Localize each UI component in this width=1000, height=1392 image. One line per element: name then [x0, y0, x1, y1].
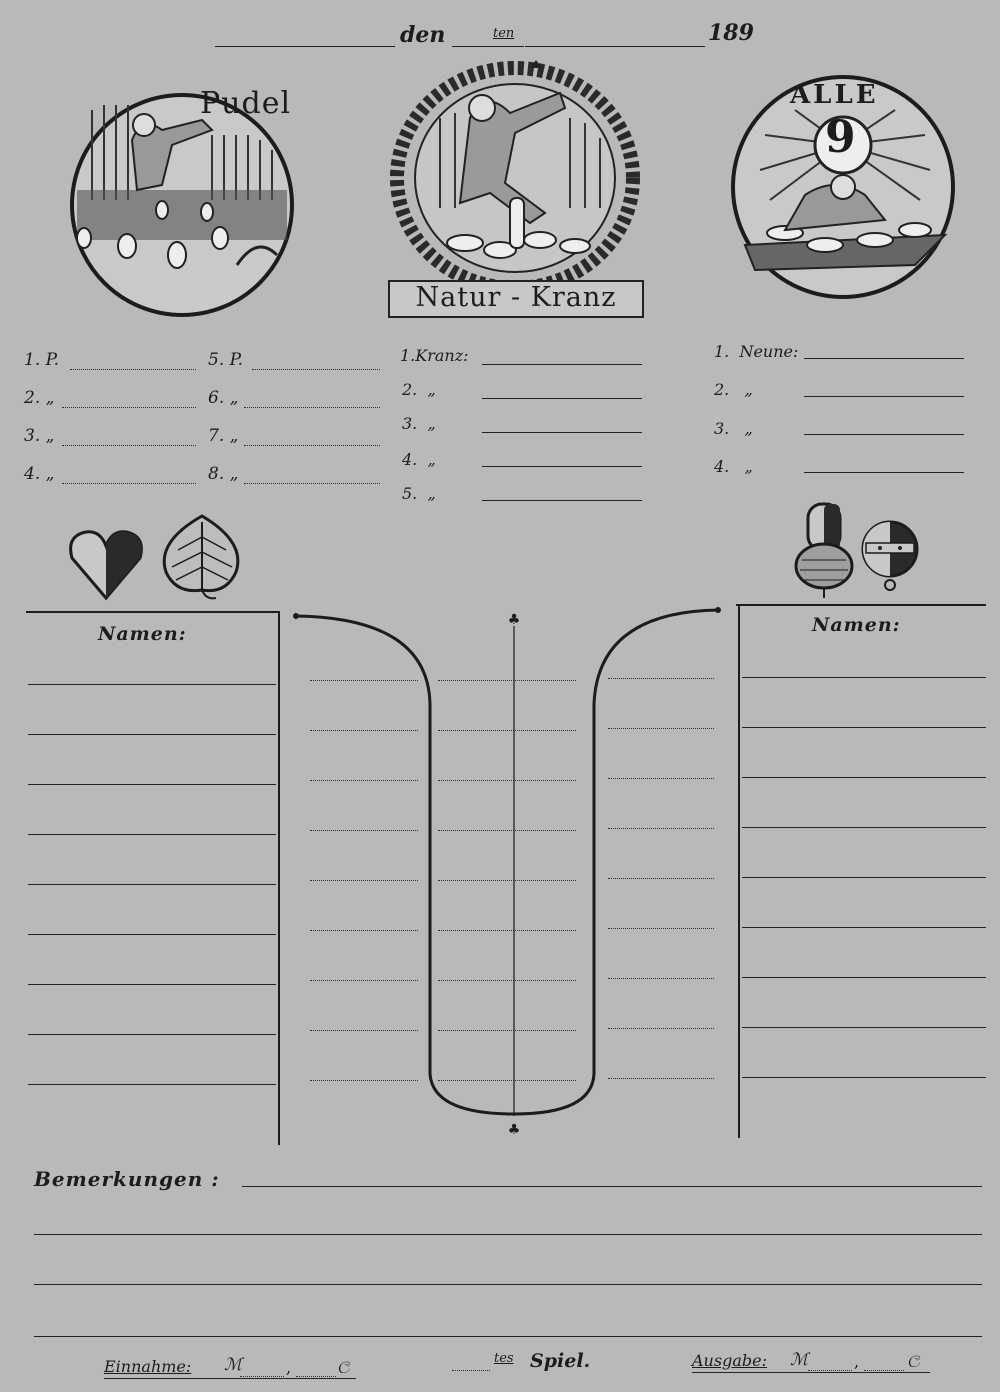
kranz-emblem	[380, 58, 650, 318]
pudel-entry-field[interactable]	[244, 407, 380, 408]
spiel-number-field[interactable]	[452, 1370, 490, 1371]
score-line-left-outer[interactable]	[310, 1030, 418, 1031]
score-line-left-outer[interactable]	[310, 830, 418, 831]
score-line-center[interactable]	[438, 680, 576, 681]
name-line-right[interactable]	[742, 927, 986, 928]
svg-text:♣: ♣	[507, 612, 521, 628]
pudel-entry-field[interactable]	[70, 369, 196, 370]
name-line-left[interactable]	[28, 984, 276, 985]
ausgabe-label: Ausgabe:	[692, 1351, 767, 1370]
spiel-tes: tes	[494, 1351, 514, 1366]
name-line-right[interactable]	[742, 1077, 986, 1078]
kranz-entry-label: 2. „	[402, 380, 436, 399]
names-left-divider	[278, 611, 280, 1145]
score-line-center[interactable]	[438, 880, 576, 881]
ausgabe-pf: ල	[908, 1348, 921, 1367]
spiel-label: Spiel.	[530, 1350, 591, 1372]
remarks-line[interactable]	[34, 1234, 982, 1235]
neune-entry-field[interactable]	[804, 472, 964, 473]
alle-title: ALLE	[790, 80, 879, 110]
score-line-right-outer[interactable]	[608, 678, 714, 679]
kranz-entry-field[interactable]	[482, 364, 642, 365]
name-line-left[interactable]	[28, 834, 276, 835]
name-line-right[interactable]	[742, 727, 986, 728]
ausgabe-pf-field[interactable]	[864, 1370, 904, 1371]
leaf-icon	[156, 512, 248, 604]
pudel-entry-label: 7. „	[208, 426, 239, 446]
ausgabe-underline	[692, 1372, 930, 1373]
neune-entry-label: 1. Neune:	[714, 342, 799, 361]
pudel-entry-label: 6. „	[208, 388, 239, 408]
score-line-right-outer[interactable]	[608, 828, 714, 829]
kranz-banner	[388, 280, 644, 318]
pudel-entry-label: 2. „	[24, 388, 55, 408]
den-label: den	[400, 22, 446, 48]
score-line-right-outer[interactable]	[608, 778, 714, 779]
pudel-entry-field[interactable]	[62, 407, 196, 408]
name-line-left[interactable]	[28, 684, 276, 685]
kranz-entry-label: 3. „	[402, 414, 436, 433]
kranz-entry-label: 4. „	[402, 450, 436, 469]
score-line-right-outer[interactable]	[608, 878, 714, 879]
name-line-left[interactable]	[28, 934, 276, 935]
names-right-header: Namen:	[812, 614, 901, 636]
day-ordinal-field[interactable]	[452, 46, 524, 47]
names-right-top-rule	[736, 604, 986, 606]
remarks-line[interactable]	[242, 1186, 982, 1187]
names-right-divider	[738, 604, 740, 1138]
score-line-center[interactable]	[438, 830, 576, 831]
bell-icon	[860, 515, 920, 595]
alle-number: 9	[825, 112, 856, 163]
score-line-left-outer[interactable]	[310, 880, 418, 881]
names-left-header: Namen:	[98, 623, 187, 645]
pudel-title: Pudel	[200, 86, 292, 121]
pudel-entry-field[interactable]	[62, 483, 196, 484]
pudel-entry-field[interactable]	[62, 445, 196, 446]
kranz-entry-label: 5. „	[402, 484, 436, 503]
einnahme-underline	[104, 1378, 356, 1379]
score-line-center[interactable]	[438, 780, 576, 781]
kranz-entry-field[interactable]	[482, 398, 642, 399]
score-line-left-outer[interactable]	[310, 780, 418, 781]
pudel-entry-field[interactable]	[244, 483, 380, 484]
score-line-left-outer[interactable]	[310, 730, 418, 731]
score-line-right-outer[interactable]	[608, 728, 714, 729]
name-line-left[interactable]	[28, 1084, 276, 1085]
einnahme-pf: ල	[338, 1354, 351, 1373]
kranz-entry-field[interactable]	[482, 432, 642, 433]
name-line-left[interactable]	[28, 734, 276, 735]
remarks-line[interactable]	[34, 1284, 982, 1285]
pudel-entry-field[interactable]	[244, 445, 380, 446]
score-line-left-outer[interactable]	[310, 980, 418, 981]
einnahme-mark: ℳ	[224, 1355, 243, 1375]
ausgabe-comma: ,	[854, 1352, 860, 1371]
pudel-entry-label: 5. P.	[208, 350, 244, 370]
score-line-center[interactable]	[438, 730, 576, 731]
name-line-right[interactable]	[742, 827, 986, 828]
score-line-center[interactable]	[438, 1030, 576, 1031]
month-field[interactable]	[525, 46, 705, 47]
score-line-left-outer[interactable]	[310, 1080, 418, 1081]
name-line-right[interactable]	[742, 1027, 986, 1028]
einnahme-pf-field[interactable]	[296, 1376, 336, 1377]
name-line-left[interactable]	[28, 784, 276, 785]
ausgabe-mark-field[interactable]	[808, 1370, 852, 1371]
neune-entry-label: 4. „	[714, 457, 753, 476]
pudel-entry-label: 8. „	[208, 464, 239, 484]
name-line-right[interactable]	[742, 877, 986, 878]
name-line-left[interactable]	[28, 1034, 276, 1035]
name-line-left[interactable]	[28, 884, 276, 885]
score-line-center[interactable]	[438, 980, 576, 981]
name-line-right[interactable]	[742, 977, 986, 978]
neune-entry-label: 2. „	[714, 380, 753, 399]
name-line-right[interactable]	[742, 777, 986, 778]
neune-entry-field[interactable]	[804, 434, 964, 435]
ten-label: ten	[493, 26, 515, 41]
score-line-left-outer[interactable]	[310, 930, 418, 931]
ausgabe-mark: ℳ	[790, 1350, 809, 1370]
score-line-left-outer[interactable]	[310, 680, 418, 681]
pudel-entry-label: 4. „	[24, 464, 55, 484]
day-field[interactable]	[215, 46, 395, 47]
score-line-center[interactable]	[438, 930, 576, 931]
einnahme-comma: ,	[286, 1358, 292, 1377]
score-line-right-outer[interactable]	[608, 978, 714, 979]
remarks-label: Bemerkungen :	[34, 1167, 220, 1191]
kranz-entry-field[interactable]	[482, 500, 642, 501]
neune-entry-field[interactable]	[804, 358, 964, 359]
neune-entry-field[interactable]	[804, 396, 964, 397]
acorn-icon	[794, 500, 854, 600]
kegel-lane-graphic	[288, 604, 728, 1138]
pudel-entry-label: 1. P.	[24, 350, 60, 370]
kranz-entry-field[interactable]	[482, 466, 642, 467]
pudel-entry-label: 3. „	[24, 426, 55, 446]
einnahme-label: Einnahme:	[104, 1357, 192, 1376]
score-line-center[interactable]	[438, 1080, 576, 1081]
kranz-entry-label: 1.Kranz:	[400, 346, 469, 365]
heart-icon	[66, 528, 146, 600]
neune-entry-label: 3. „	[714, 419, 753, 438]
year-label: 189	[708, 20, 754, 46]
svg-text:♣: ♣	[507, 1122, 521, 1138]
pudel-entry-field[interactable]	[252, 369, 380, 370]
score-line-right-outer[interactable]	[608, 1028, 714, 1029]
remarks-line[interactable]	[34, 1336, 982, 1337]
names-left-top-rule	[26, 611, 278, 613]
score-line-right-outer[interactable]	[608, 1078, 714, 1079]
score-line-right-outer[interactable]	[608, 928, 714, 929]
einnahme-mark-field[interactable]	[240, 1376, 284, 1377]
name-line-right[interactable]	[742, 677, 986, 678]
kranz-title: Natur - Kranz	[415, 282, 617, 313]
